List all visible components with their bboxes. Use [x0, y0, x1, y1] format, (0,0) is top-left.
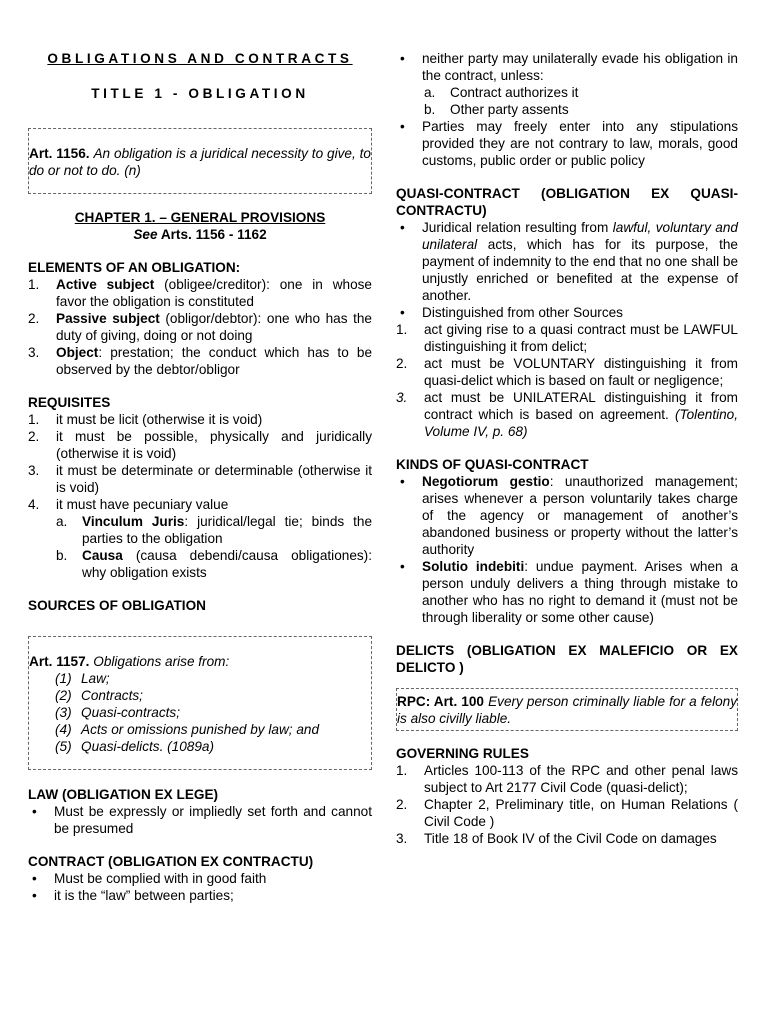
elements-list — [28, 276, 372, 378]
list-item — [28, 310, 372, 344]
elements-heading: ELEMENTS OF AN OBLIGATION: — [28, 260, 241, 275]
list-text: Parties may freely enter into any stipulations provided they are not contrary to law, morals, good customs, public order or public policy — [422, 119, 738, 168]
list-item — [28, 428, 372, 462]
bullet-icon: • — [400, 220, 405, 235]
element-term: Object — [56, 345, 99, 360]
bullet-icon: • — [32, 804, 37, 819]
list-text: Law; — [81, 671, 110, 686]
list-text: it must be determinate or determinable (otherwise it is void) — [56, 463, 372, 495]
sources-heading: SOURCES OF OBLIGATION — [28, 598, 206, 613]
list-number: (5) — [55, 739, 72, 754]
list-text: it must be possible, physically and juridically (otherwise it is void) — [56, 429, 372, 461]
kind-text: : unauthorized management; arises whenever a person voluntarily takes charge of the agency or management of another’s abandoned business or property without the latter’s authority — [422, 474, 738, 557]
list-item — [28, 411, 372, 428]
bullet-icon: • — [32, 888, 37, 903]
list-text: it must be licit (otherwise it is void) — [56, 412, 263, 427]
document-subtitle: TITLE 1 - OBLIGATION — [91, 86, 309, 101]
kind-term: Solutio indebiti — [422, 559, 525, 574]
element-text: (obligee/creditor): one in whose favor the obligation is constituted — [56, 277, 372, 309]
rpc-label: RPC: Art. 100 — [397, 694, 484, 709]
list-item — [396, 219, 738, 304]
list-text: Articles 100-113 of the RPC and other penal laws subject to Art 2177 Civil Code (quasi-delict); — [424, 763, 738, 795]
list-text: Quasi-contracts; — [81, 705, 180, 720]
document-title: OBLIGATIONS AND CONTRACTS — [47, 51, 353, 66]
chapter-see: See — [133, 227, 158, 242]
list-item — [396, 355, 738, 389]
chapter-block — [28, 209, 372, 243]
list-text: Contracts; — [81, 688, 143, 703]
quasi-contract-heading: QUASI-CONTRACT (OBLIGATION EX QUASI-CONTRACTU) — [396, 186, 738, 218]
list-letter: a. — [424, 85, 436, 100]
bullet-icon: • — [400, 305, 405, 320]
list-number: 1. — [28, 277, 40, 292]
bullet-icon: • — [400, 474, 405, 489]
art-1156-box — [28, 128, 372, 194]
list-number: 2. — [28, 311, 40, 326]
list-number: 1. — [396, 322, 408, 337]
list-number: 3. — [396, 390, 408, 405]
list-item — [28, 887, 372, 904]
list-number: 1. — [28, 412, 40, 427]
list-number: (2) — [55, 688, 72, 703]
list-item — [55, 738, 371, 755]
list-letter: b. — [424, 102, 436, 117]
list-number: 1. — [396, 763, 408, 778]
list-item — [55, 670, 371, 687]
chapter-see-line — [28, 226, 372, 243]
list-item — [396, 762, 738, 796]
list-text: Must be expressly or impliedly set forth and cannot be presumed — [54, 804, 372, 836]
list-item — [28, 276, 372, 310]
kind-term: Negotiorum gestio — [422, 474, 550, 489]
list-item — [28, 344, 372, 378]
left-column — [28, 46, 372, 904]
list-item — [55, 704, 371, 721]
kinds-heading: KINDS OF QUASI-CONTRACT — [396, 457, 589, 472]
list-letter: a. — [56, 514, 68, 529]
list-text: it is the “law” between parties; — [54, 888, 234, 903]
bullet-icon: • — [400, 119, 405, 134]
list-letter: b. — [56, 548, 68, 563]
delicts-heading: DELICTS (OBLIGATION EX MALEFICIO OR EX DELICTO ) — [396, 643, 738, 675]
list-text: it must have pecuniary value — [56, 497, 229, 512]
element-text: (obligor/debtor): one who has the duty of giving, doing or not doing — [56, 311, 372, 343]
governing-list — [396, 762, 738, 847]
list-number: 3. — [28, 345, 40, 360]
emphasis-text: lawful, voluntary and unilateral — [422, 220, 738, 252]
list-text: Contract authorizes it — [450, 85, 579, 100]
list-text: Chapter 2, Preliminary title, on Human Relations ( Civil Code ) — [424, 797, 738, 829]
list-item — [28, 496, 372, 513]
quasi-distinguish-list — [396, 321, 738, 440]
contract-continued-list — [396, 50, 738, 169]
list-text: Quasi-delicts. (1089a) — [81, 739, 214, 754]
list-number: 2. — [396, 797, 408, 812]
list-text: act must be VOLUNTARY distinguishing it from quasi-delict which is based on fault or negligence; — [424, 356, 738, 388]
bullet-icon: • — [400, 51, 405, 66]
kinds-list — [396, 473, 738, 626]
art-1157-list — [29, 670, 371, 755]
rpc-text: Every person criminally liable for a felony is also civilly liable. — [397, 694, 738, 726]
requisites-heading: REQUISITES — [28, 395, 111, 410]
list-item — [396, 473, 738, 558]
list-item — [396, 321, 738, 355]
list-text: Other party assents — [450, 102, 569, 117]
list-text: act giving rise to a quasi contract must be LAWFUL distinguishing it from delict; — [424, 322, 738, 354]
element-text: : prestation; the conduct which has to be observed by the debtor/obligor — [56, 345, 372, 377]
list-item — [396, 796, 738, 830]
bullet-icon: • — [32, 871, 37, 886]
art-1157-intro: Obligations arise from: — [93, 654, 230, 669]
list-item — [396, 304, 738, 321]
art-1156-label: Art. 1156. — [29, 146, 90, 161]
list-number: (4) — [55, 722, 72, 737]
list-number: 2. — [28, 429, 40, 444]
list-item — [396, 389, 738, 440]
list-text: acts, which has for its purpose, the payment of indemnity to the end that no one shall be unjustly enriched or benefited at the expense of another. — [422, 237, 738, 303]
list-item — [396, 84, 738, 101]
art-1157-box — [28, 636, 372, 770]
law-heading: LAW (OBLIGATION EX LEGE) — [28, 787, 219, 802]
list-item — [396, 101, 738, 118]
law-list — [28, 803, 372, 837]
list-text: Juridical relation resulting from — [422, 220, 613, 235]
right-column — [396, 50, 738, 847]
chapter-arts: Arts. 1156 - 1162 — [160, 227, 267, 242]
list-text: Distinguished from other Sources — [422, 305, 623, 320]
list-item — [28, 462, 372, 496]
list-text: act must be UNILATERAL distinguishing it from contract which is based on agreement. — [424, 390, 738, 422]
citation: (Tolentino, Volume IV, p. 68) — [424, 407, 739, 439]
list-number: (1) — [55, 671, 72, 686]
bullet-icon: • — [400, 559, 405, 574]
list-number: 4. — [28, 497, 40, 512]
list-item — [28, 513, 372, 547]
list-item — [28, 870, 372, 887]
list-number: 2. — [396, 356, 408, 371]
rpc-box — [396, 688, 738, 731]
element-term: Active subject — [56, 277, 155, 292]
sub-term: Vinculum Juris — [82, 514, 185, 529]
list-number: 3. — [28, 463, 40, 478]
art-1156-text: An obligation is a juridical necessity to give, to do or not to do. (n) — [29, 146, 371, 178]
contract-heading: CONTRACT (OBLIGATION EX CONTRACTU) — [28, 854, 314, 869]
requisites-list — [28, 411, 372, 581]
list-number: (3) — [55, 705, 72, 720]
list-item — [55, 721, 371, 738]
list-text: Must be complied with in good faith — [54, 871, 267, 886]
governing-heading: GOVERNING RULES — [396, 746, 529, 761]
list-item — [28, 803, 372, 837]
sub-text: : juridical/legal tie; binds the parties to the obligation — [82, 514, 373, 546]
list-item — [396, 50, 738, 84]
sub-term: Causa — [82, 548, 123, 563]
kind-text: : undue payment. Arises when a person unduly delivers a thing through mistake to another who has no right to demand it (must not be through liberality or some other cause) — [422, 559, 738, 625]
list-text: Acts or omissions punished by law; and — [81, 722, 320, 737]
art-1157-label: Art. 1157. — [29, 654, 90, 669]
contract-list — [28, 870, 372, 904]
list-text: Title 18 of Book IV of the Civil Code on damages — [424, 831, 717, 846]
list-item — [396, 118, 738, 169]
element-term: Passive subject — [56, 311, 160, 326]
list-item — [396, 558, 738, 626]
list-item — [396, 830, 738, 847]
quasi-contract-list — [396, 219, 738, 321]
list-text: neither party may unilaterally evade his obligation in the contract, unless: — [422, 51, 738, 83]
list-item — [55, 687, 371, 704]
sub-text: (causa debendi/causa obligationes): why obligation exists — [82, 548, 372, 580]
list-number: 3. — [396, 831, 408, 846]
chapter-title: CHAPTER 1. – GENERAL PROVISIONS — [74, 210, 326, 225]
list-item — [28, 547, 372, 581]
